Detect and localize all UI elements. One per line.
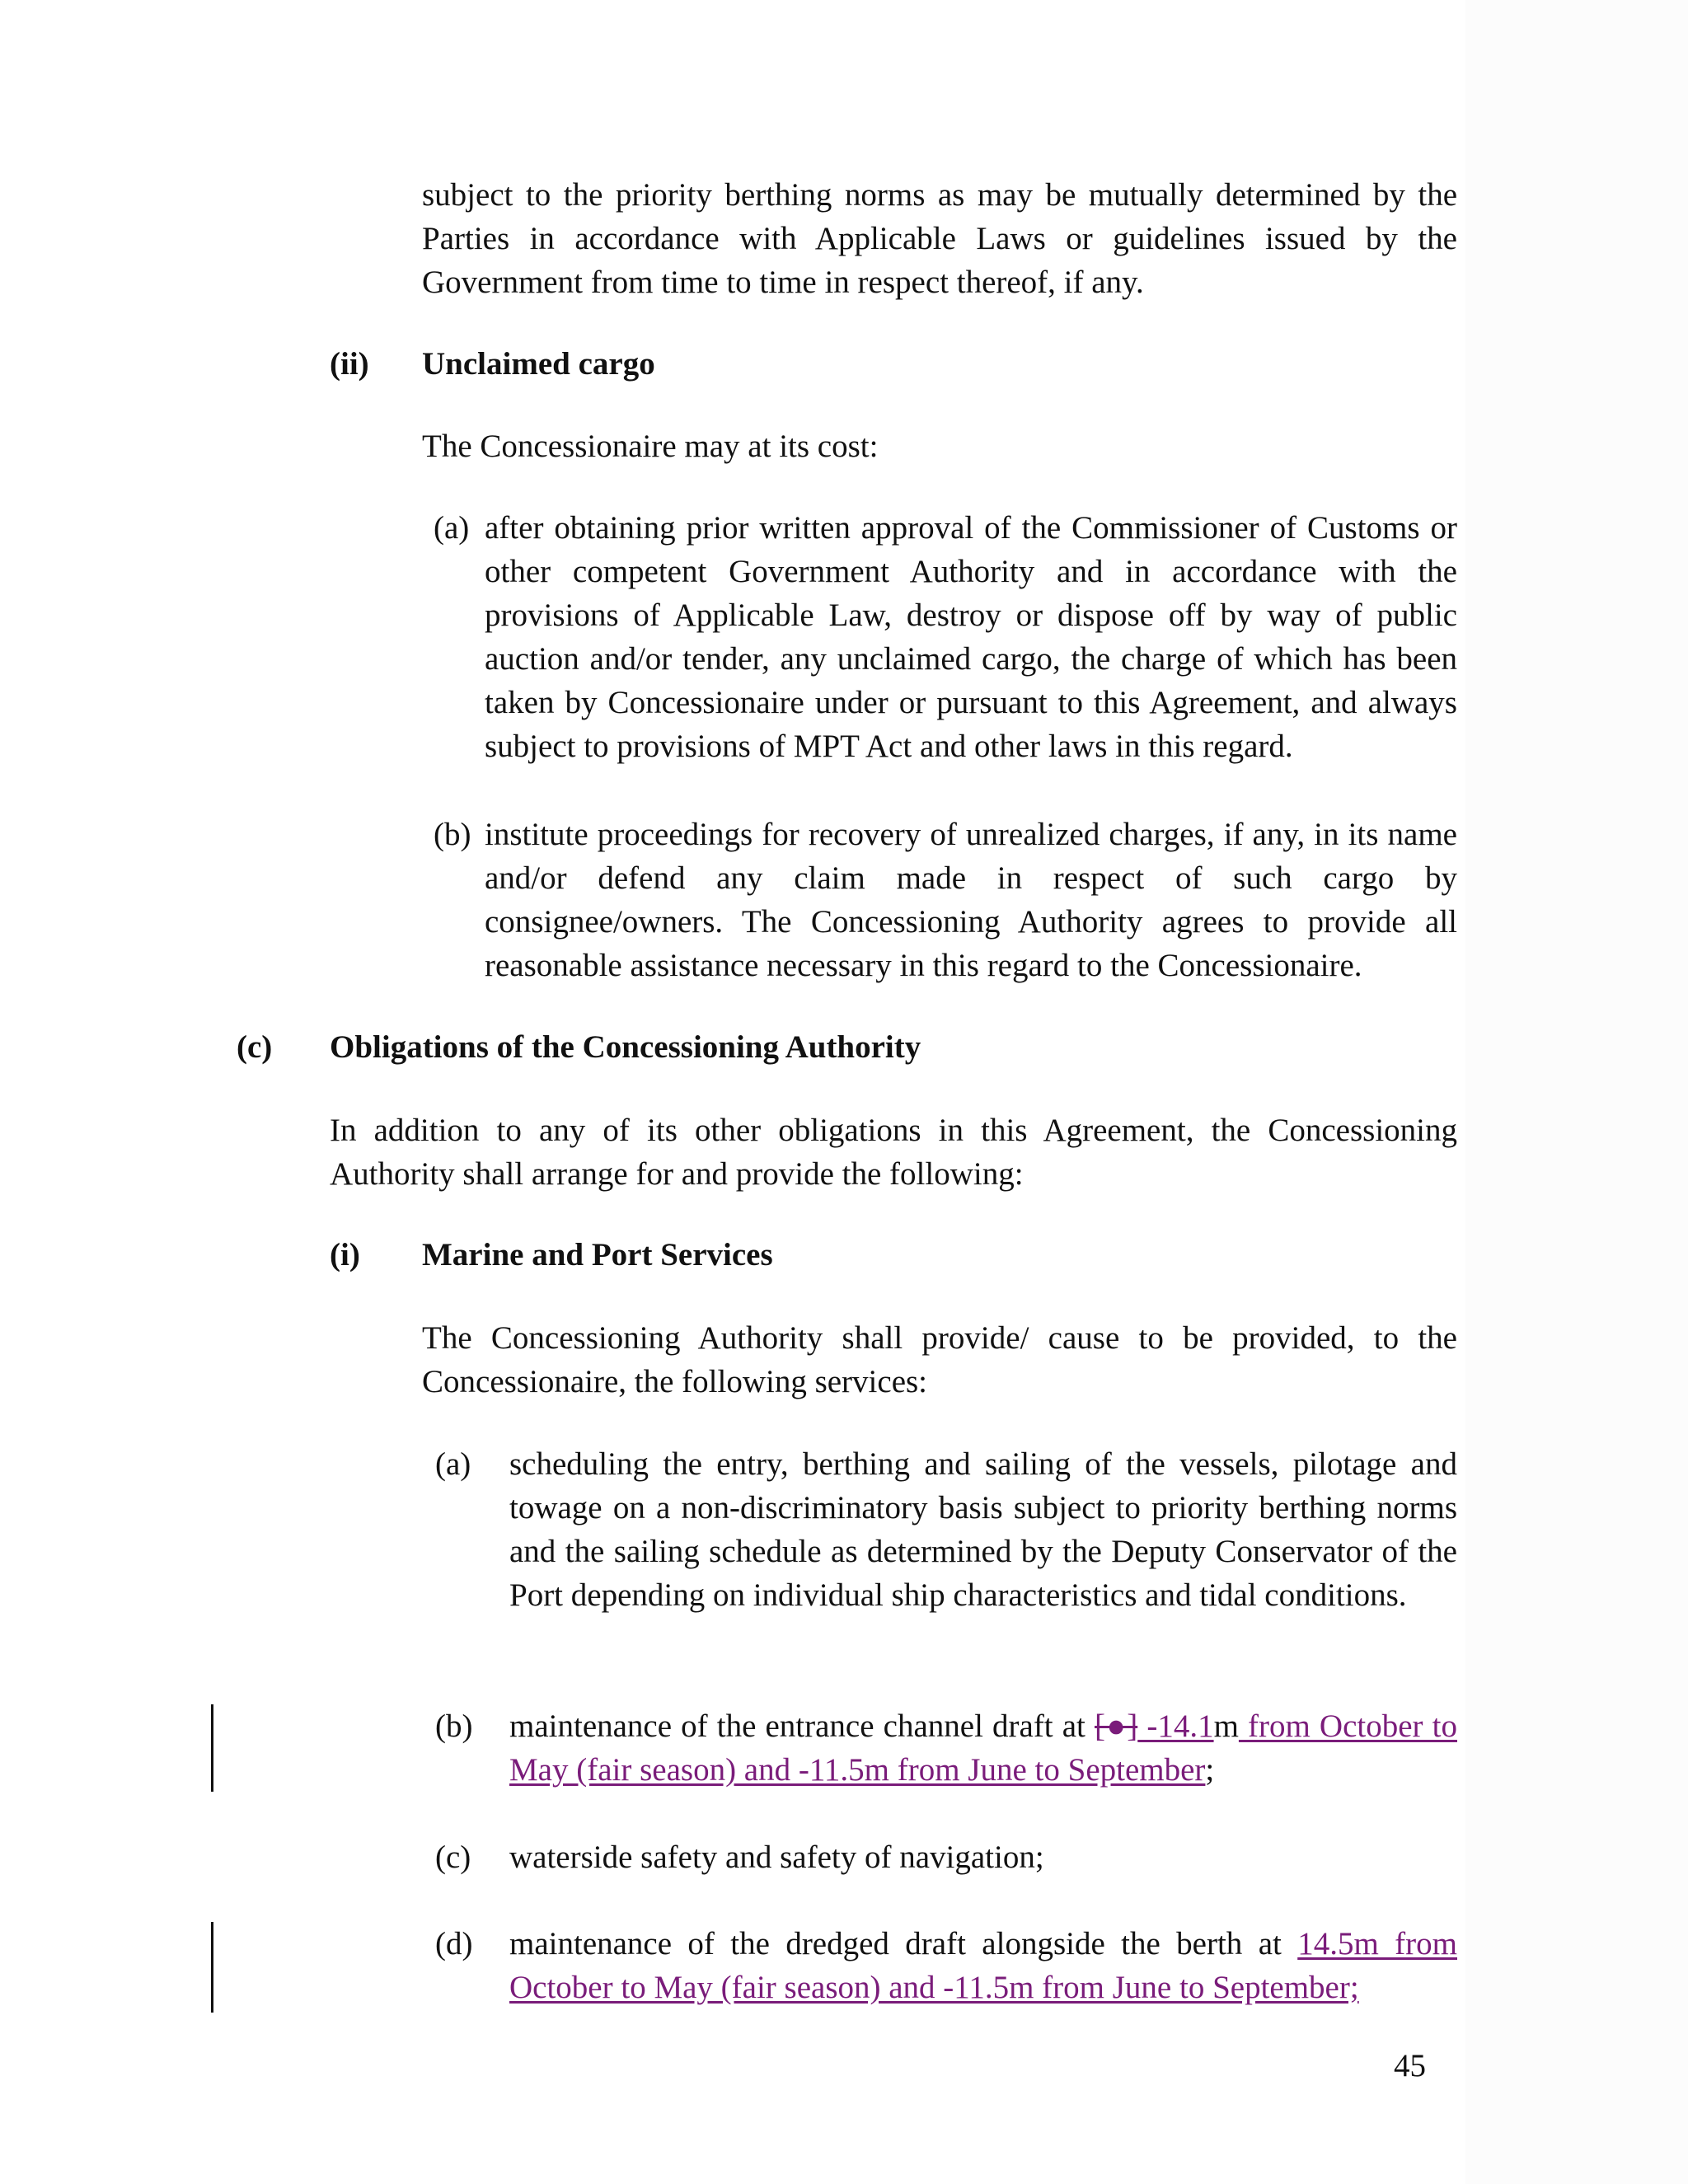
deleted-placeholder: [●] [1095,1708,1138,1744]
marine-d-label: (d) [435,1926,473,1961]
inserted-season-text: from October to May (fair season) and -11.5m from June to September [509,1708,1457,1788]
marine-d-prefix: maintenance of the dredged draft alongside the berth at [509,1926,1298,1961]
section-ii-title: Unclaimed cargo [422,346,655,382]
marine-c-label: (c) [435,1840,471,1875]
revision-change-bar [211,1922,213,2013]
unclaimed-b-label: (b) [434,817,471,852]
marine-b-suffix: ; [1205,1752,1215,1788]
marine-c-text: waterside safety and safety of navigation; [509,1840,1044,1875]
marine-a-label: (a) [435,1446,471,1482]
revision-change-bar [211,1704,213,1792]
inserted-berth-draft: 14.5m from October to May (fair season) and -11.5m from June to September; [509,1926,1457,2005]
inserted-depth: -14.1 [1137,1708,1214,1744]
unclaimed-b-text: institute proceedings for recovery of unrealized charges, if any, in its name and/or defend any claim made in respect of such cargo by consignee/owners. The Concessioning Authority agrees to provide all reasonable assistance necessary in this regard to the Concessionaire. [485,817,1457,983]
marine-b-prefix: maintenance of the entrance channel draft at [509,1708,1095,1744]
page-number: 45 [1394,2048,1426,2083]
intro-paragraph: subject to the priority berthing norms as may be mutually determined by the Parties in accordance with Applicable Laws or guidelines issued by the Government from time to time in respect thereof, if any. [422,177,1457,300]
page-edge-shade [1465,0,1688,2184]
section-c-number: (c) [237,1029,273,1065]
section-i-number: (i) [330,1237,360,1272]
unclaimed-a-label: (a) [434,510,470,546]
obligations-lead: In addition to any of its other obligations in this Agreement, the Concessioning Authority shall arrange for and provide the following: [330,1113,1457,1192]
marine-b-text [509,1704,1457,1792]
marine-a-text: scheduling the entry, berthing and sailing of the vessels, pilotage and towage on a non-discriminatory basis subject to priority berthing norms and the sailing schedule as determined by the Deputy Conservator of the Port depending on individual ship characteristics and tidal conditions. [509,1446,1457,1613]
section-ii-number: (ii) [330,346,369,382]
marine-lead: The Concessioning Authority shall provide/ cause to be provided, to the Concessionaire, the following services: [422,1320,1457,1399]
section-c-title: Obligations of the Concessioning Authority [330,1029,921,1065]
marine-d-text [509,1922,1457,2009]
unclaimed-a-text: after obtaining prior written approval of the Commissioner of Customs or other competent Government Authority and in accordance with the provisions of Applicable Law, destroy or dispose off by way of public auction and/or tender, any unclaimed cargo, the charge of which has been taken by Concessionaire under or pursuant to this Agreement, and always subject to provisions of MPT Act and other laws in this regard. [485,510,1457,764]
section-i-title: Marine and Port Services [422,1237,773,1272]
unclaimed-lead: The Concessionaire may at its cost: [422,429,879,464]
marine-b-label: (b) [435,1708,473,1744]
marine-b-unit: m [1213,1708,1239,1744]
